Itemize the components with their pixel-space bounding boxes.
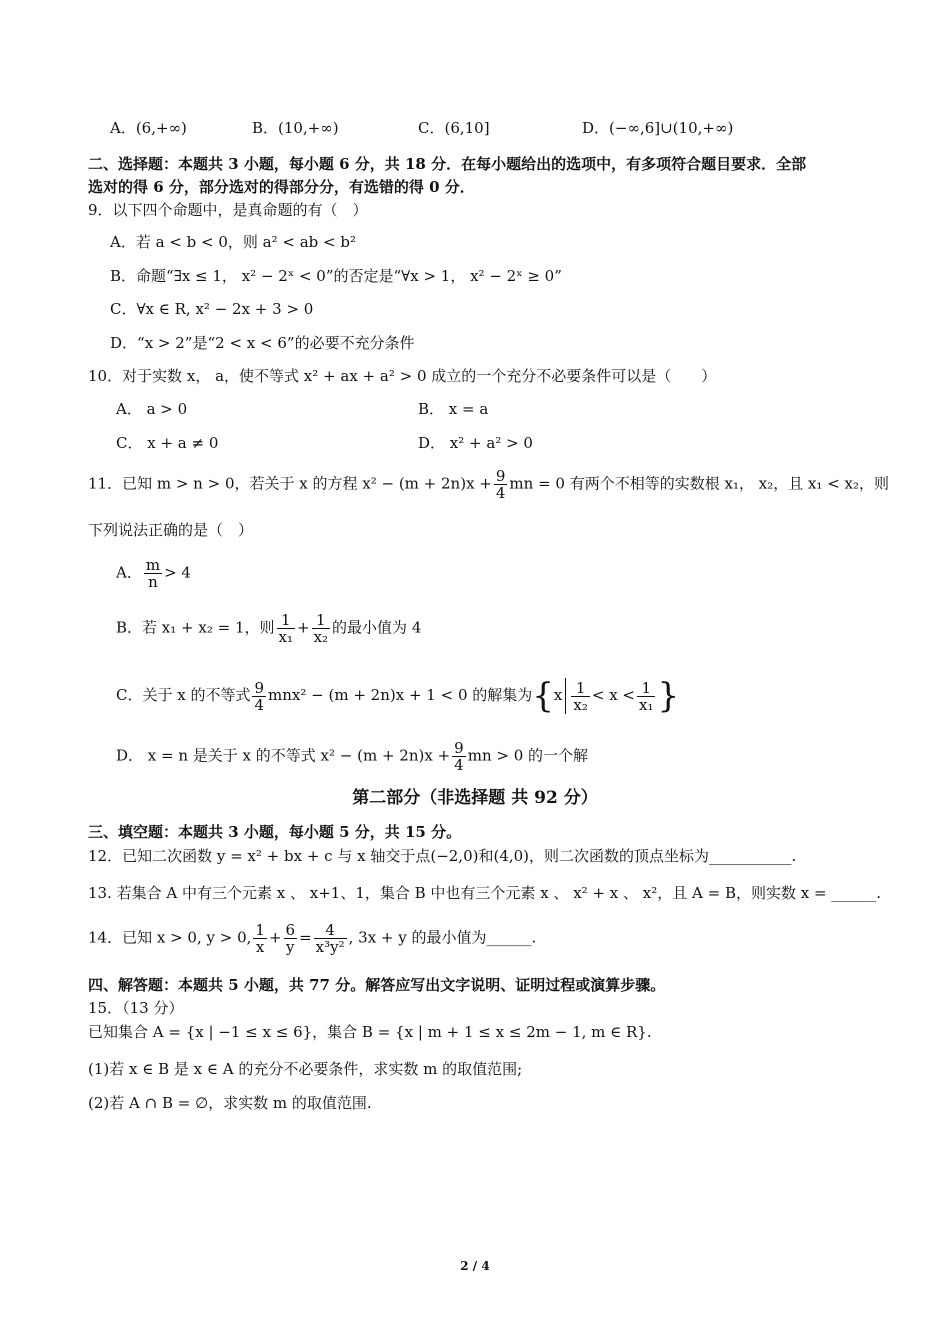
q11-stem-fraction [494,468,508,501]
page-number: 2 / 4 [460,1259,490,1273]
frac-den: x₁ [278,628,293,646]
q8-option-c: C．(6,10] [418,119,490,137]
frac-den: x₂ [313,628,329,646]
frac-num: 1 [571,680,589,697]
set-variable: x [553,686,563,704]
section2-heading-line2: 选对的得 6 分，部分选对的得部分分，有选错的得 0 分． [88,178,475,196]
q12: 12．已知二次函数 y = x² + bx + c 与 x 轴交于点(−2,0)和(4,0)，则二次函数的顶点坐标为___________. [88,847,797,865]
q14-pre: 14．已知 x > 0, y > 0, [88,928,252,947]
q11-option-a-label: A． [116,563,142,582]
equals-sign: = [299,928,312,947]
q11-stem-post: mn = 0 有两个不相等的实数根 x₁， x₂，且 x₁ < x₂，则 [509,474,890,493]
frac-den: n [148,573,158,591]
q9-stem: 9．以下四个命题中，是真命题的有（ ） [88,201,368,219]
q15-stem: 已知集合 A = {x | −1 ≤ x ≤ 6}，集合 B = {x | m + 1 ≤ x ≤ 2m − 1, m ∈ R}. [88,1023,652,1041]
frac-num: m [145,556,161,574]
frac-den: x₂ [573,695,588,714]
q15-part2: (2)若 A ∩ B = ∅，求实数 m 的取值范围. [88,1094,372,1112]
frac-num: 6 [285,921,296,939]
q13: 13. 若集合 A 中有三个元素 x 、 x+1、1，集合 B 中也有三个元素 x 、 x² + x 、 x²，且 A = B，则实数 x = ______. [88,884,882,902]
frac-num: 4 [314,922,347,939]
q11-stem-frac-num: 9 [495,467,506,485]
q11-option-a [116,557,191,590]
q8-option-b: B．(10,+∞) [252,119,339,137]
q9-option-c: C．∀x ∈ R, x² − 2x + 3 > 0 [110,300,314,318]
q15-label: 15．（13 分） [88,999,184,1017]
q11-option-a-post: > 4 [164,563,191,582]
q8-option-d: D．(−∞,6]∪(10,+∞) [582,119,734,137]
q11-option-d [116,740,588,773]
q11-option-b-fraction-2 [312,612,330,645]
q10-option-a: A． a > 0 [116,400,188,418]
q11-option-d-pre: D． x = n 是关于 x 的不等式 x² − (m + 2n)x + [116,746,451,765]
q10-option-c: C． x + a ≠ 0 [116,434,219,452]
q11-option-b-post: 的最小值为 4 [332,618,422,637]
frac-num: 1 [637,680,655,697]
set-bar [565,678,566,714]
frac-den: 4 [254,695,265,714]
section2-heading-line1: 二、选择题：本题共 3 小题，每小题 6 分，共 18 分．在每小题给出的选项中，有多项符合题目要求．全部 [88,155,807,173]
q11-option-c-set-fraction-1 [571,680,589,713]
frac-den: x₁ [639,695,654,714]
q10-stem: 10．对于实数 x， a，使不等式 x² + ax + a² > 0 成立的一个充分不必要条件可以是（ ） [88,367,717,385]
frac-num: 1 [277,612,295,629]
q11-stem-pre: 11．已知 m > n > 0，若关于 x 的方程 x² − (m + 2n)x + [88,474,492,493]
q11-option-a-fraction [144,557,162,590]
q11-option-b-fraction-1 [277,612,295,645]
q9-option-a: A．若 a < b < 0，则 a² < ab < b² [110,233,356,251]
q10-option-d: D． x² + a² > 0 [418,434,533,452]
part2-title: 第二部分（非选择题 共 92 分） [352,788,598,808]
frac-num: 1 [312,612,330,629]
section4-heading: 四、解答题：本题共 5 小题，共 77 分。解答应写出文字说明、证明过程或演算步骤。 [88,976,666,994]
q9-option-b: B．命题“∃x ≤ 1， x² − 2ˣ < 0”的否定是“∀x > 1， x² − 2ˣ ≥ 0” [110,267,562,285]
q14-post: , 3x + y 的最小值为______. [348,928,537,947]
right-brace-icon: } [657,676,680,716]
plus-sign: + [296,618,310,637]
frac-den: y [286,938,295,956]
q11-option-c-set-fraction-2 [637,680,655,713]
frac-den: x³y² [315,938,345,956]
q9-option-d: D．“x > 2”是“2 < x < 6”的必要不充分条件 [110,334,415,352]
q11-option-c-mid: mnx² − (m + 2n)x + 1 < 0 的解集为 [268,686,533,704]
left-brace-icon: { [532,676,554,716]
q14-fraction-2 [284,922,298,955]
q14-fraction-1 [253,922,267,955]
frac-num: 9 [454,739,464,757]
frac-num: 9 [254,678,265,697]
q11-option-d-post: mn > 0 的一个解 [467,746,589,765]
frac-den: 4 [454,756,464,774]
q8-option-a: A．(6,+∞) [110,119,187,137]
q11-option-b-label: B．若 x₁ + x₂ = 1，则 [116,618,275,637]
frac-den: x [255,938,265,956]
q11-stem-frac-den: 4 [495,484,506,502]
q11-option-c [116,678,679,714]
q14 [88,922,536,955]
q11-option-b [116,612,421,645]
q11-option-d-fraction [452,740,466,773]
q11-option-c-fraction [252,680,266,713]
q14-fraction-3 [314,922,347,955]
plus-sign: + [268,928,282,947]
q10-option-b: B． x = a [418,400,489,418]
set-inequality: < x < [591,686,635,704]
section3-heading: 三、填空题：本题共 3 小题，每小题 5 分，共 15 分。 [88,823,462,841]
q15-part1: (1)若 x ∈ B 是 x ∈ A 的充分不必要条件，求实数 m 的取值范围; [88,1060,523,1078]
frac-num: 1 [255,921,265,939]
q11-option-c-label: C．关于 x 的不等式 [116,686,251,704]
q11-stem-line2: 下列说法正确的是（ ） [88,521,254,539]
q11-stem [88,468,889,501]
